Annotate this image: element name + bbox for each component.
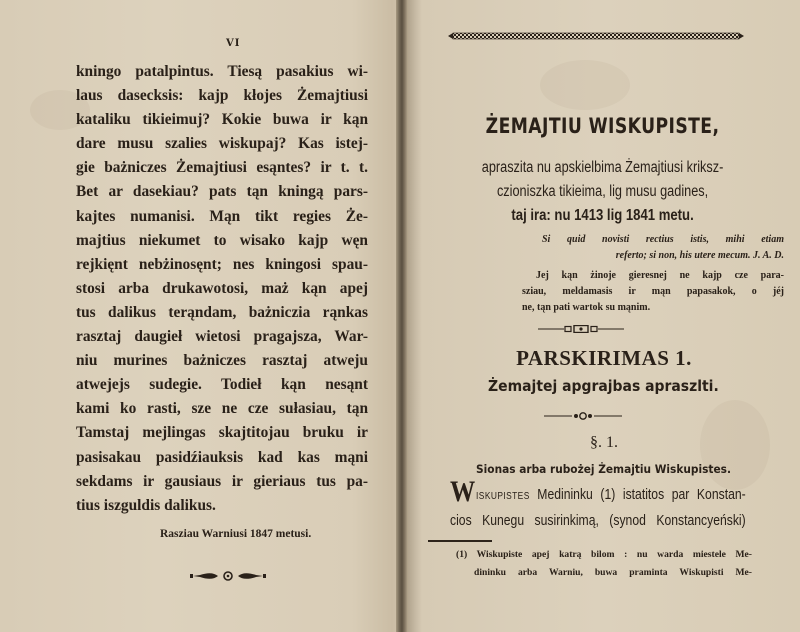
book-subtitle xyxy=(442,156,763,228)
book-gutter xyxy=(396,0,408,632)
text-line: atwejejs sudegie. Todieł kąn nesąnt xyxy=(76,376,368,394)
footnote-line: dininku arba Warniu, buwa praminta Wiskupisti Me- xyxy=(474,567,752,578)
body-paragraph xyxy=(450,475,746,534)
text-line: tius iszguldis dalikus. xyxy=(76,496,216,514)
text-fragment: Medininku (1) istatitos par Konstan- xyxy=(529,487,746,503)
note-line: Jej kąn żinoje gieresnej ne kajp cze para- xyxy=(536,270,784,281)
text-line: gie bażniczes Żemajtiusi esąntes? ir t. t. xyxy=(76,159,368,177)
left-page xyxy=(0,0,396,632)
text-line xyxy=(450,475,746,509)
note-line: sziau, meldamasis ir mąn papasakok, o jéj xyxy=(522,286,784,297)
end-ornament-icon xyxy=(190,570,266,582)
text-line: stosi arba drukawotosi, maż kąn apej xyxy=(76,279,368,297)
chapter-subheading: Żemajtej apgrajbas apraszlti. xyxy=(488,377,719,395)
book-title: ŻEMAJTIU WISKUPISTE, xyxy=(485,114,720,138)
footnote-rule xyxy=(428,540,492,542)
subtitle-line: apraszita nu apskielbima Żemajtiusi kriksz- xyxy=(481,159,724,176)
divider-ornament-icon xyxy=(538,325,624,333)
left-page-body xyxy=(76,60,368,518)
divider-ornament-icon xyxy=(544,412,622,420)
text-line: dare musu szalies wiskupaj? Kas istej- xyxy=(76,135,368,153)
subtitle-line: taj ira: nu 1413 lig 1841 metu. xyxy=(511,207,694,224)
section-title: Sionas arba rubożej Żemajtiu Wiskupistes. xyxy=(476,462,731,476)
text-line: rasztaj daugieł wietosi pragajsza, War- xyxy=(76,328,368,346)
checkered-rule-ornament-icon xyxy=(448,32,744,40)
right-page xyxy=(408,0,800,632)
text-line: kataliku tikieimuj? Kokie buwa ir kąn xyxy=(76,111,368,129)
text-line: laus dasecksis: kajp kłojes Żemajtiusi xyxy=(76,87,368,105)
section-number: §. 1. xyxy=(590,434,618,451)
subtitle-line: czioniszka tikieima, lig musu gadines, xyxy=(496,183,709,200)
footnote-line: (1) Wiskupiste apej katrą bilom : nu warda miestele Me- xyxy=(456,549,752,560)
text-line: Tamstaj mejlingas skajtitojau bruku ir xyxy=(76,424,368,442)
signature-line: Rasziau Warniusi 1847 metusi. xyxy=(160,528,312,540)
text-line: pasisakau pasidźiauksis kad kas mąni xyxy=(76,448,368,466)
footnote xyxy=(456,546,752,582)
page-number: VI xyxy=(226,38,241,49)
motto-line: referto; si non, his utere mecum. J. A. D. xyxy=(615,250,784,261)
text-line: tus dalikus terąndam, bażniczia rąnkas xyxy=(76,303,368,321)
text-line: niu murines bażniczes rasztaj atweju xyxy=(76,352,368,370)
text-line: rejkięnt nebżinosęnt; nes kningosi spau- xyxy=(76,255,368,273)
text-line: Bet ar dasekiau? pats tąn kningą pars- xyxy=(76,183,368,201)
latin-motto xyxy=(522,232,784,264)
note-line: ne, tąn pati wartok su mąnim. xyxy=(522,302,651,313)
text-line: kajtes numanisi. Mąn tikt regies Że- xyxy=(76,207,368,225)
smallcaps-word: ISKUPISTES xyxy=(476,491,530,502)
dropcap-letter: W xyxy=(450,475,476,508)
translated-motto xyxy=(522,268,784,316)
text-line: kningo patalpintus. Tiesą pasakius wi- xyxy=(76,63,368,80)
text-line: kami ko rasti, sze ne cze sułasiau, tąn xyxy=(76,400,368,418)
text-line: majtius niekumet to wisako kajp węn xyxy=(76,231,368,249)
chapter-heading: PARSKIRIMAS 1. xyxy=(516,346,692,370)
text-line: sekdams ir gausiaus ir gieriaus tus pa- xyxy=(76,472,368,490)
text-line: cios Kunegu susirinkimą, (synod Konstancyeński) xyxy=(450,513,746,529)
motto-line: Si quid novisti rectius istis, mihi etiam xyxy=(542,234,784,245)
